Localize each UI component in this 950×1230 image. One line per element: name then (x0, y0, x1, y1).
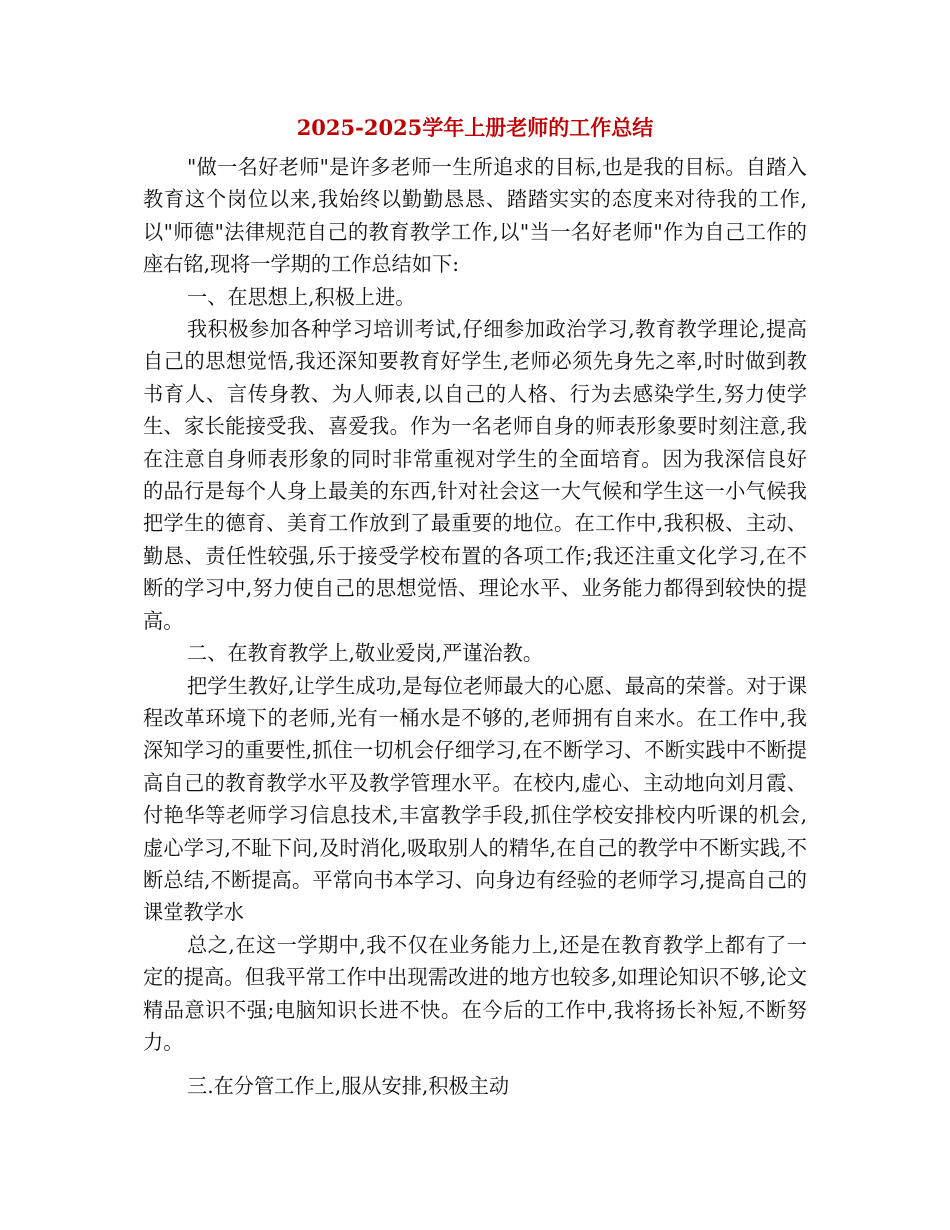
section-heading-2: 二、在教育教学上,敬业爱岗,严谨治教。 (187, 641, 544, 666)
section-heading-3: 三.在分管工作上,服从安排,积极主动 (187, 1074, 510, 1099)
section-2-paragraph: 把学生教好,让学生成功,是每位老师最大的心愿、最高的荣誉。对于课程改革环境下的老师,光有一桶水是不够的,老师拥有自来水。在工作中,我深知学习的重要性,抓住一切机会仔细学习,在不断学习、不断实践中不断提高自己的教育教学水平及教学管理水平。在校内,虚心、主动地向刘月霞、付艳华等老师学习信息技术,丰富教学手段,抓住学校安排校内听课的机会,虚心学习,不耻下问,及时消化,吸取别人的精华,在自己的教学中不断实践,不断总结,不断提高。平常向书本学习、向身边有经验的老师学习,提高自己的课堂教学水 (143, 673, 807, 925)
section-1-paragraph: 我积极参加各种学习培训考试,仔细参加政治学习,教育教学理论,提高自己的思想觉悟,我还深知要教育好学生,老师必须先身先之率,时时做到教书育人、言传身教、为人师表,以自己的人格、行为去感染学生,努力使学生、家长能接受我、喜爱我。作为一名老师自身的师表形象要时刻注意,我在注意自身师表形象的同时非常重视对学生的全面培育。因为我深信良好的品行是每个人身上最美的东西,针对社会这一大气候和学生这一小气候我把学生的德育、美育工作放到了最重要的地位。在工作中,我积极、主动、勤恳、责任性较强,乐于接受学校布置的各项工作;我还注重文化学习,在不断的学习中,努力使自己的思想觉悟、理论水平、业务能力都得到较快的提高。 (143, 317, 807, 633)
document-title: 2025-2025学年上册老师的工作总结 (296, 115, 654, 140)
summary-paragraph: 总之,在这一学期中,我不仅在业务能力上,还是在教育教学上都有了一定的提高。但我平常工作中出现需改进的地方也较多,如理论知识不够,论文精品意识不强;电脑知识长进不快。在今后的工作中,我将扬长补短,不断努力。 (143, 932, 807, 1054)
section-heading-1: 一、在思想上,积极上进。 (187, 284, 416, 309)
document-body (143, 151, 807, 1103)
intro-paragraph: "做一名好老师"是许多老师一生所追求的目标,也是我的目标。自踏入教育这个岗位以来,我始终以勤勤恳恳、踏踏实实的态度来对待我的工作,以"师德"法律规范自己的教育教学工作,以"当一名好老师"作为自己工作的座右铭,现将一学期的工作总结如下: (143, 155, 808, 277)
